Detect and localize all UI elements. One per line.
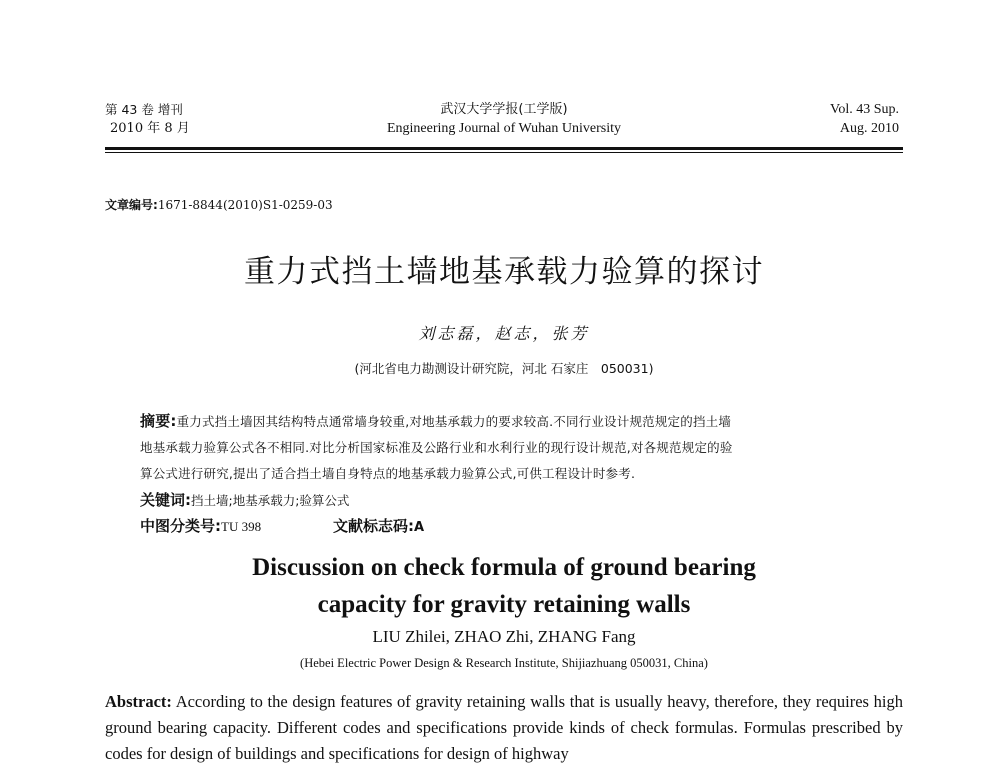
volume-cn: 第 43 卷 增刊 bbox=[105, 102, 183, 117]
keywords-cn-value: 挡土墙;地基承载力;验算公式 bbox=[191, 493, 350, 508]
journal-title-cn: 武汉大学学报(工学版) bbox=[440, 102, 568, 117]
journal-title-en: Engineering Journal of Wuhan University bbox=[386, 121, 621, 136]
abstract-cn-line-2: 地基承载力验算公式各不相同.对比分析国家标准及公路行业和水利行业的现行设计规范,对各规范规定的验 bbox=[140, 440, 733, 455]
classification bbox=[140, 514, 261, 540]
title-en-line-2: capacity for gravity retaining walls bbox=[317, 591, 691, 618]
header-rule-thin bbox=[105, 152, 903, 153]
abstract-en bbox=[105, 689, 903, 767]
abstract-en-label: Abstract: bbox=[105, 692, 172, 711]
header-rule-thick bbox=[105, 147, 903, 150]
authors-cn: 刘志磊，赵志，张芳 bbox=[418, 324, 590, 343]
authors-en: LIU Zhilei, ZHAO Zhi, ZHANG Fang bbox=[372, 627, 636, 646]
abstract-cn-text-1: 重力式挡土墙因其结构特点通常墙身较重,对地基承载力的要求较高.不同行业设计规范规定的挡土墙 bbox=[176, 414, 732, 429]
article-number bbox=[105, 196, 333, 213]
keywords-cn-label: 关键词: bbox=[140, 491, 191, 509]
affiliation-cn: (河北省电力勘测设计研究院，河北 石家庄 050031) bbox=[354, 361, 654, 376]
clc-label: 中图分类号: bbox=[140, 517, 221, 535]
title-cn: 重力式挡土墙地基承载力验算的探讨 bbox=[244, 254, 764, 290]
date-en: Aug. 2010 bbox=[839, 121, 899, 136]
volume-en: Vol. 43 Sup. bbox=[830, 102, 899, 117]
abstract-en-text: According to the design features of gravity retaining walls that is usually heavy, therefore, they requires high ground bearing capacity. Different codes and specifications provide kinds of check formulas. Formulas prescribed by codes for design of buildings and specifications for design of highway bbox=[105, 692, 903, 763]
keywords-cn bbox=[140, 488, 349, 513]
article-number-value: 1671-8844(2010)S1-0259-03 bbox=[157, 198, 333, 212]
doc-code-label: 文献标志码: bbox=[333, 517, 414, 535]
abstract-cn-line-3: 算公式进行研究,提出了适合挡土墙自身特点的地基承载力验算公式,可供工程设计时参考. bbox=[140, 466, 636, 481]
abstract-cn-label: 摘要: bbox=[140, 412, 177, 430]
title-en-line-1: Discussion on check formula of ground bearing bbox=[252, 554, 756, 581]
abstract-cn-line-1 bbox=[140, 409, 731, 434]
document-code bbox=[333, 514, 424, 540]
article-number-label: 文章编号: bbox=[105, 198, 158, 212]
affiliation-en: (Hebei Electric Power Design & Research Institute, Shijiazhuang 050031, China) bbox=[300, 656, 708, 670]
clc-value: TU 398 bbox=[221, 519, 262, 534]
doc-code-value: A bbox=[414, 520, 425, 535]
date-cn: 2010 年 8 月 bbox=[110, 121, 190, 136]
